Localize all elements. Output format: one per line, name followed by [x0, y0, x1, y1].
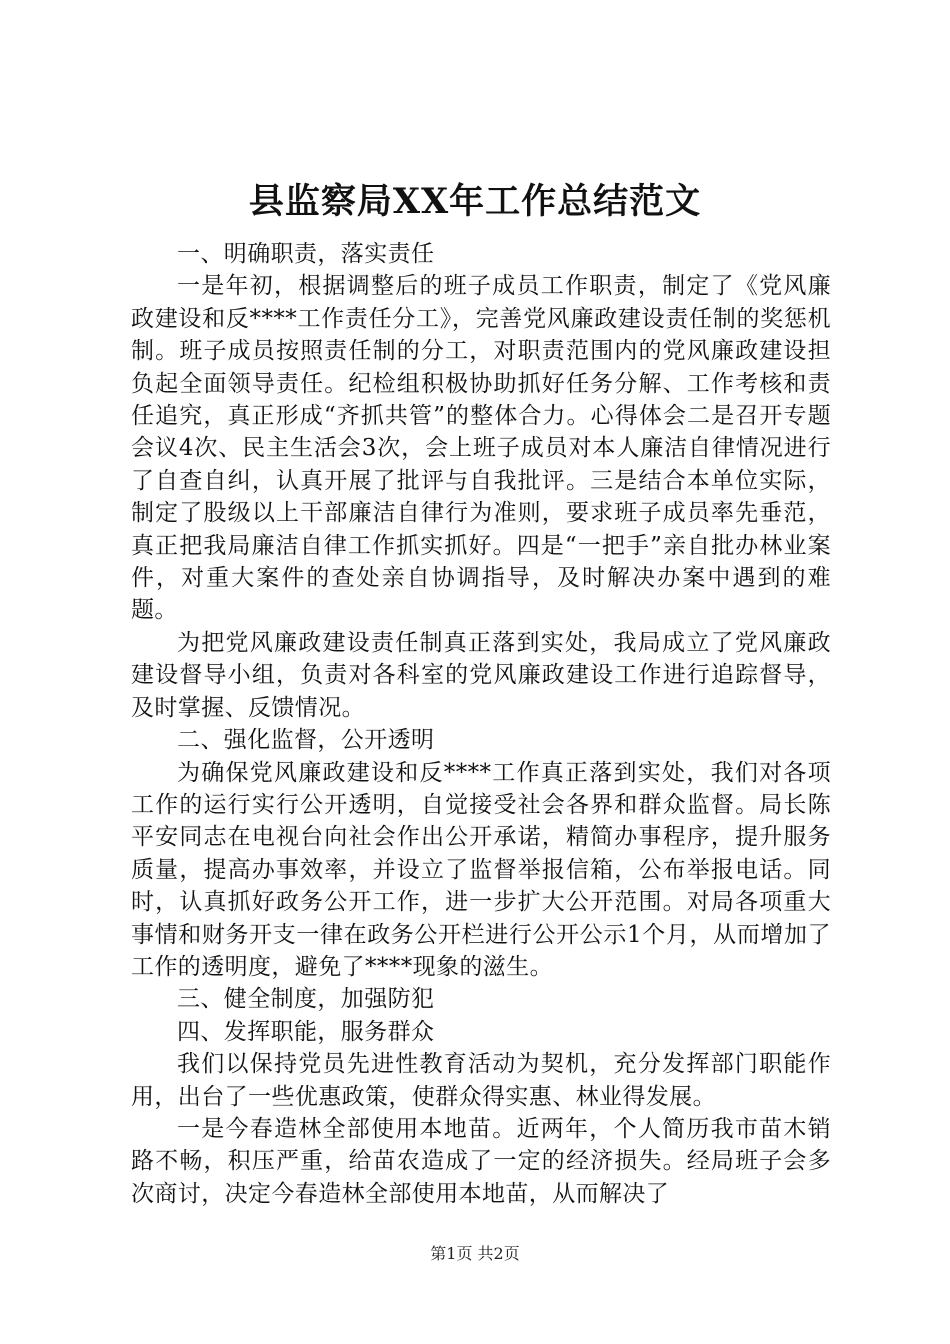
- document-body: [131, 238, 831, 1210]
- document-title: 县监察局XX年工作总结范文: [248, 181, 702, 222]
- paragraph: 一是今春造林全部使用本地苗。近两年，个人简历我市苗木销路不畅，积压严重，给苗农造成了一定的经济损失。经局班子会多次商讨，决定今春造林全部使用本地苗，从而解决了: [131, 1115, 831, 1207]
- paragraph: 为确保党风廉政建设和反****工作真正落到实处，我们对各项工作的运行实行公开透明，自觉接受社会各界和群众监督。局长陈平安同志在电视台向社会作出公开承诺，精简办事程序，提升服务质量，提高办事效率，并设立了监督举报信箱，公布举报电话。同时，认真抓好政务公开工作，进一步扩大公开范围。对局各项重大事情和财务开支一律在政务公开栏进行公开公示1个月，从而增加了工作的透明度，避免了****现象的滋生。: [131, 759, 831, 980]
- paragraph: 为把党风廉政建设责任制真正落到实处，我局成立了党风廉政建设督导小组，负责对各科室的党风廉政建设工作进行追踪督导，及时掌握、反馈情况。: [131, 629, 831, 721]
- paragraph: 一是年初，根据调整后的班子成员工作职责，制定了《党风廉政建设和反****工作责任分工》，完善党风廉政建设责任制的奖惩机制。班子成员按照责任制的分工，对职责范围内的党风廉政建设担负起全面领导责任。纪检组积极协助抓好任务分解、工作考核和责任追究，真正形成“齐抓共管”的整体合力。心得体会二是召开专题会议4次、民主生活会3次，会上班子成员对本人廉洁自律情况进行了自查自纠，认真开展了批评与自我批评。三是结合本单位实际，制定了股级以上干部廉洁自律行为准则，要求班子成员率先垂范，真正把我局廉洁自律工作抓实抓好。四是“一把手”亲自批办林业案件，对重大案件的查处亲自协调指导，及时解决办案中遇到的难题。: [131, 273, 831, 624]
- page-footer: 第1页 共2页: [430, 1244, 520, 1263]
- paragraph: 我们以保持党员先进性教育活动为契机，充分发挥部门职能作用，出台了一些优惠政策，使群众得实惠、林业得发展。: [131, 1051, 831, 1110]
- section-heading: 四、发挥职能，服务群众: [177, 1018, 435, 1045]
- section-heading: 二、强化监督，公开透明: [177, 727, 435, 754]
- section-heading: 三、健全制度，加强防犯: [177, 986, 435, 1013]
- section-heading: 一、明确职责，落实责任: [177, 241, 435, 267]
